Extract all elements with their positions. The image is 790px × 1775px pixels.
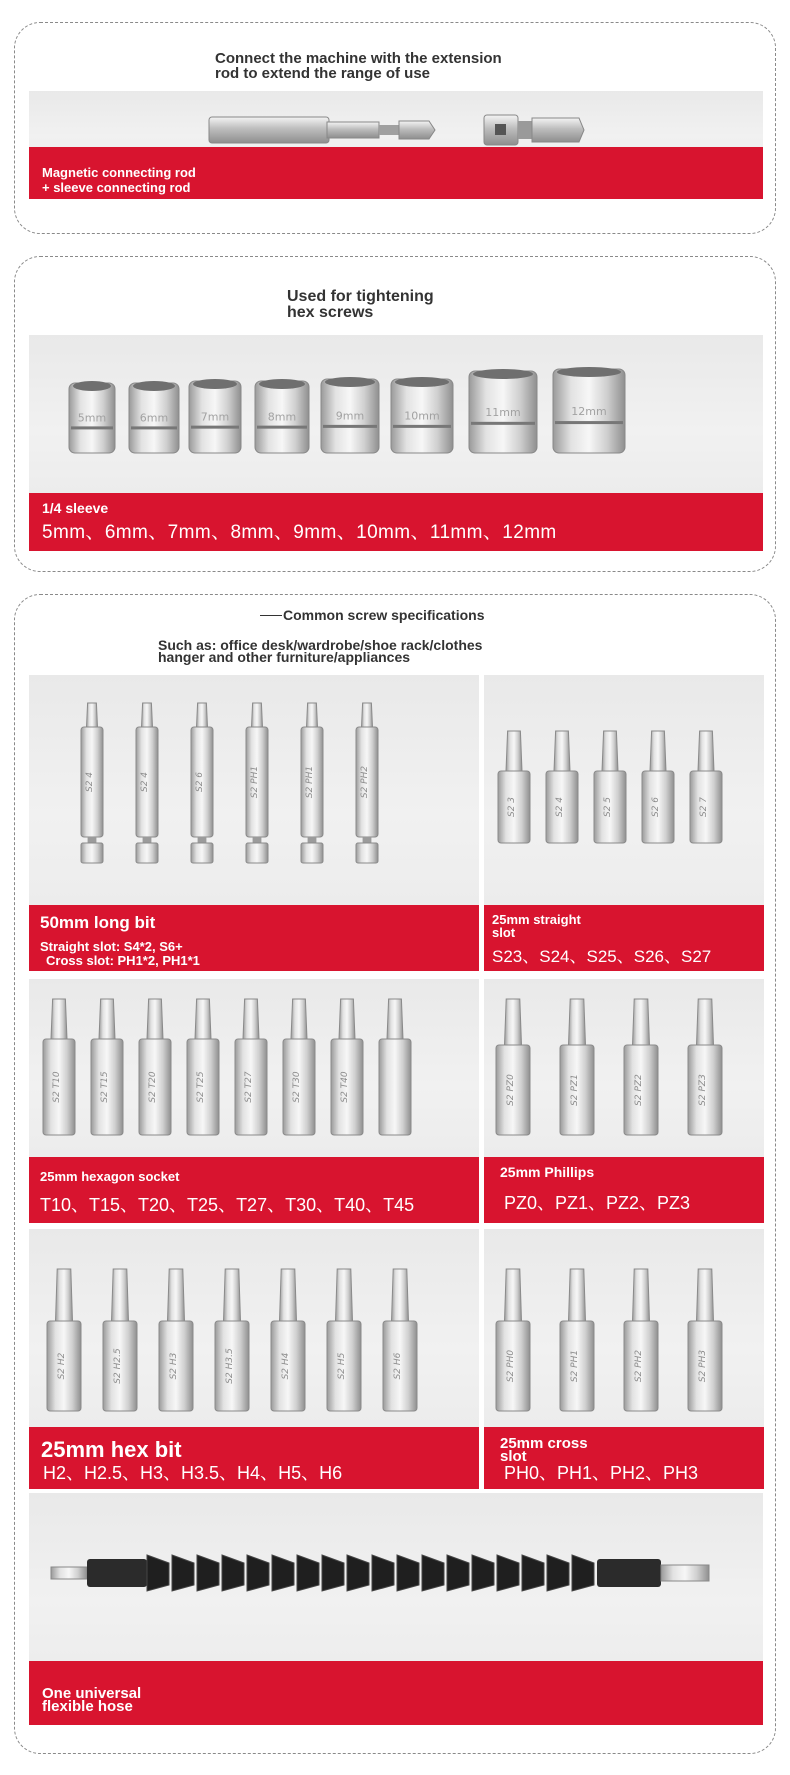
bit-2 bbox=[594, 731, 626, 843]
sleeve-8mm bbox=[255, 379, 309, 453]
bit-6 bbox=[331, 999, 363, 1135]
bit-2 bbox=[624, 1269, 658, 1411]
screw-spec-panel bbox=[14, 594, 776, 1754]
svg-text:11mm: 11mm bbox=[485, 406, 521, 420]
bit-2 bbox=[139, 999, 171, 1135]
hose-label-bar bbox=[29, 1661, 763, 1725]
sleeve-12mm bbox=[553, 367, 625, 453]
svg-text:9mm: 9mm bbox=[335, 409, 365, 423]
svg-text:S2 PH2: S2 PH2 bbox=[360, 765, 370, 799]
sleeve-6mm bbox=[129, 381, 179, 453]
cross-slot-bits-image bbox=[484, 1229, 764, 1429]
svg-text:6mm: 6mm bbox=[139, 411, 169, 425]
svg-text:7mm: 7mm bbox=[200, 410, 230, 424]
svg-text:S2 6: S2 6 bbox=[195, 771, 205, 793]
svg-text:S2 PH1: S2 PH1 bbox=[570, 1349, 580, 1383]
hose-image-area bbox=[29, 1493, 763, 1673]
extension-title: Connect the machine with the extension rod to extend the range of use bbox=[215, 50, 502, 82]
svg-text:S2 PH3: S2 PH3 bbox=[698, 1349, 708, 1383]
bit-2 bbox=[159, 1269, 193, 1411]
svg-text:S2 H6: S2 H6 bbox=[393, 1352, 403, 1380]
hex-bit-label-bar bbox=[29, 1427, 479, 1489]
phillips-label: 25mm Phillips bbox=[500, 1164, 595, 1180]
svg-text:S2 5: S2 5 bbox=[603, 796, 613, 818]
svg-text:S2 7: S2 7 bbox=[699, 796, 709, 818]
svg-text:S2 PH2: S2 PH2 bbox=[634, 1349, 644, 1383]
svg-text:S2 T30: S2 T30 bbox=[292, 1071, 302, 1103]
long-bit-label-bar bbox=[29, 905, 479, 971]
sleeve-11mm bbox=[469, 369, 537, 453]
long-bit-line1: Straight slot: S4*2, S6+ bbox=[40, 939, 183, 954]
phillips-label-bar bbox=[484, 1157, 764, 1223]
title-dash bbox=[260, 615, 282, 616]
bit-1 bbox=[136, 703, 158, 863]
bit-3 bbox=[246, 703, 268, 863]
sleeve-set-image bbox=[29, 335, 763, 495]
bit-5 bbox=[327, 1269, 361, 1411]
cross-slot-label-bar bbox=[484, 1427, 764, 1489]
long-bit-line2: Cross slot: PH1*2, PH1*1 bbox=[46, 953, 200, 968]
svg-text:S2 PH0: S2 PH0 bbox=[506, 1349, 516, 1383]
svg-text:S2 T25: S2 T25 bbox=[196, 1071, 206, 1103]
svg-text:S2 H2.5: S2 H2.5 bbox=[113, 1348, 123, 1384]
bit-3 bbox=[215, 1269, 249, 1411]
svg-text:S2 PZ3: S2 PZ3 bbox=[698, 1074, 708, 1106]
bit-1 bbox=[560, 999, 594, 1135]
bit-4 bbox=[301, 703, 323, 863]
svg-text:S2 H5: S2 H5 bbox=[337, 1352, 347, 1380]
sleeve-label-bar bbox=[29, 493, 763, 551]
svg-text:5mm: 5mm bbox=[77, 411, 107, 425]
bit-3 bbox=[688, 999, 722, 1135]
bit-1 bbox=[91, 999, 123, 1135]
svg-text:S2 PH1: S2 PH1 bbox=[250, 765, 260, 799]
long-bit-image-area bbox=[29, 675, 479, 907]
hose-label: One universal flexible hose bbox=[42, 1685, 142, 1715]
svg-text:S2 PZ0: S2 PZ0 bbox=[506, 1074, 516, 1106]
long-bit-label: 50mm long bit bbox=[40, 913, 156, 932]
bit-3 bbox=[688, 1269, 722, 1411]
bit-0 bbox=[81, 703, 103, 863]
bit-5 bbox=[283, 999, 315, 1135]
bit-4 bbox=[690, 731, 722, 843]
screw-spec-subtitle: Such as: office desk/wardrobe/shoe rack/clothes hanger and other furniture/appliances bbox=[158, 637, 483, 665]
sleeve-panel bbox=[14, 256, 776, 572]
straight-slot-image-area bbox=[484, 675, 764, 907]
bit-4 bbox=[235, 999, 267, 1135]
svg-text:S2 H3.5: S2 H3.5 bbox=[225, 1348, 235, 1384]
bit-5 bbox=[356, 703, 378, 863]
svg-text:S2 H2: S2 H2 bbox=[57, 1352, 67, 1380]
hexagon-socket-label: 25mm hexagon socket bbox=[40, 1169, 180, 1184]
svg-text:S2 PZ2: S2 PZ2 bbox=[634, 1074, 644, 1106]
straight-slot-bits-image bbox=[484, 675, 764, 907]
cross-slot-values: PH0、PH1、PH2、PH3 bbox=[504, 1463, 699, 1483]
svg-text:S2 6: S2 6 bbox=[651, 796, 661, 818]
bit-2 bbox=[191, 703, 213, 863]
bit-4 bbox=[271, 1269, 305, 1411]
bit-0 bbox=[498, 731, 530, 843]
svg-text:S2 PZ1: S2 PZ1 bbox=[570, 1074, 580, 1106]
svg-text:S2 T10: S2 T10 bbox=[52, 1071, 62, 1103]
bit-3 bbox=[642, 731, 674, 843]
sleeve-7mm bbox=[189, 379, 241, 453]
bit-0 bbox=[496, 1269, 530, 1411]
extension-label-bar bbox=[29, 147, 763, 199]
long-bits-image bbox=[29, 675, 479, 907]
svg-text:S2 PH1: S2 PH1 bbox=[305, 765, 315, 799]
hex-bit-label: 25mm hex bit bbox=[41, 1437, 182, 1462]
bit-0 bbox=[43, 999, 75, 1135]
svg-text:S2 T15: S2 T15 bbox=[100, 1071, 110, 1103]
hexagon-socket-label-bar bbox=[29, 1157, 479, 1223]
svg-text:12mm: 12mm bbox=[571, 405, 607, 419]
sleeve-connecting-rod-image bbox=[484, 113, 594, 149]
hex-bit-values: H2、H2.5、H3、H3.5、H4、H5、H6 bbox=[43, 1463, 343, 1483]
hexagon-socket-values: T10、T15、T20、T25、T27、T30、T40、T45 bbox=[40, 1195, 415, 1215]
sleeve-label: 1/4 sleeve bbox=[42, 500, 109, 516]
cross-slot-image-area bbox=[484, 1229, 764, 1429]
phillips-values: PZ0、PZ1、PZ2、PZ3 bbox=[504, 1193, 691, 1213]
svg-text:S2 4: S2 4 bbox=[555, 796, 565, 818]
hex-bit-image-area bbox=[29, 1229, 479, 1429]
svg-text:8mm: 8mm bbox=[267, 410, 297, 424]
straight-slot-label-bar bbox=[484, 905, 764, 971]
sleeve-5mm bbox=[69, 381, 115, 453]
svg-text:S2 H4: S2 H4 bbox=[281, 1352, 291, 1380]
extension-rod-panel bbox=[14, 22, 776, 234]
bit-1 bbox=[546, 731, 578, 843]
bit-6 bbox=[383, 1269, 417, 1411]
sleeve-title: Used for tightening hex screws bbox=[287, 288, 434, 321]
svg-text:S2 4: S2 4 bbox=[140, 771, 150, 793]
flexible-hose-image bbox=[29, 1493, 763, 1673]
svg-text:S2 3: S2 3 bbox=[507, 796, 517, 818]
extension-label: Magnetic connecting rod + sleeve connecting rod bbox=[42, 165, 196, 195]
screw-spec-title: Common screw specifications bbox=[283, 607, 485, 623]
bit-1 bbox=[560, 1269, 594, 1411]
magnetic-rod-image bbox=[209, 113, 439, 149]
sleeve-10mm bbox=[391, 377, 453, 453]
bit-3 bbox=[187, 999, 219, 1135]
svg-text:S2 T20: S2 T20 bbox=[148, 1071, 158, 1103]
cross-slot-label: 25mm cross slot bbox=[500, 1435, 588, 1465]
phillips-bits-image bbox=[484, 979, 764, 1157]
straight-slot-label: 25mm straight slot bbox=[492, 912, 581, 940]
svg-text:S2 T40: S2 T40 bbox=[340, 1071, 350, 1103]
sleeve-sizes: 5mm、6mm、7mm、8mm、9mm、10mm、11mm、12mm bbox=[42, 522, 557, 543]
bit-2 bbox=[624, 999, 658, 1135]
bit-7 bbox=[379, 999, 411, 1135]
hose-shape bbox=[51, 1555, 709, 1591]
svg-text:S2 H3: S2 H3 bbox=[169, 1352, 179, 1380]
bit-0 bbox=[47, 1269, 81, 1411]
sleeve-image-area bbox=[29, 335, 763, 495]
svg-text:S2 T27: S2 T27 bbox=[244, 1071, 254, 1103]
sleeve-9mm bbox=[321, 377, 379, 453]
hexagon-socket-bits-image bbox=[29, 979, 479, 1157]
hex-bits-image bbox=[29, 1229, 479, 1429]
svg-text:10mm: 10mm bbox=[404, 409, 440, 423]
phillips-image-area bbox=[484, 979, 764, 1157]
hexagon-socket-image-area bbox=[29, 979, 479, 1157]
bit-0 bbox=[496, 999, 530, 1135]
svg-text:S2 4: S2 4 bbox=[85, 771, 95, 793]
bit-1 bbox=[103, 1269, 137, 1411]
straight-slot-values: S23、S24、S25、S26、S27 bbox=[492, 947, 712, 966]
